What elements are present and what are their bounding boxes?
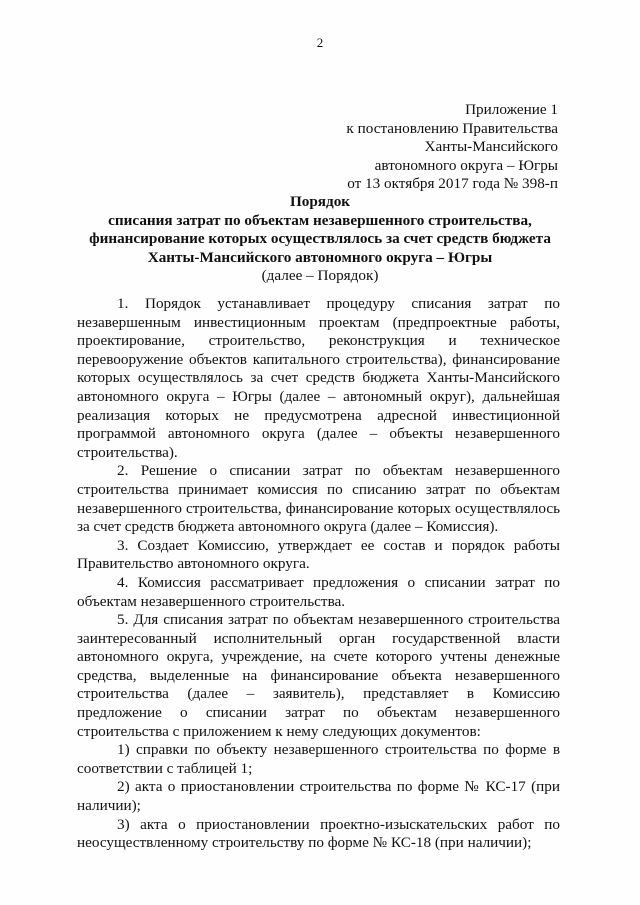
paragraph-5: 5. Для списания затрат по объектам незавершенного строительства заинтересованный исполнительный орган государственной власти автономного округа, учреждение, на счете которого учтены денежные средства, выделенные на финансирование объекта незавершенного строительства (далее – заявитель), представляет в Комиссию предложение о списании затрат по объектам незавершенного строительства с приложением к нему следующих документов:: [77, 611, 560, 740]
title-note: (далее – Порядок): [261, 267, 379, 285]
title-line: списания затрат по объектам незавершенного строительства,: [108, 211, 532, 229]
list-item-1: 1) справки по объекту незавершенного строительства по форме в соответствии с таблицей 1;: [77, 741, 560, 777]
list-item-3: 3) акта о приостановлении проектно-изыскательских работ по неосуществленному строительству по форме № КС-18 (при наличии);: [77, 815, 560, 852]
appendix-line: от 13 октября 2017 года № 398-п: [347, 175, 558, 193]
title-heading: Порядок: [289, 193, 351, 210]
title-line: финансирование которых осуществлялось за счет средств бюджета: [89, 230, 551, 248]
appendix-line: автономного округа – Югры: [374, 156, 558, 174]
document-title: [60, 193, 580, 286]
paragraph-1: 1. Порядок устанавливает процедуру списания затрат по незавершенным инвестиционным проектам (предпроектные работы, проектирование, строительство, реконструкция и техническое перевооружение объектов капитального строительства), финансирование которых осуществлялось за счет средств бюджета Ханты-Мансийского автономного округа – Югры (далее – автономный округ), дальнейшая реализация которых не предусмотрена адресной инвестиционной программой автономного округа (далее – объекты незавершенного строительства).: [77, 295, 560, 461]
appendix-line: Приложение 1: [465, 101, 558, 118]
appendix-line: к постановлению Правительства: [346, 119, 558, 137]
title-line: Ханты-Мансийского автономного округа – Югры: [147, 248, 493, 266]
page-number: 2: [316, 35, 324, 50]
paragraph-4: 4. Комиссия рассматривает предложения о списании затрат по объектам незавершенного строительства.: [77, 573, 560, 610]
appendix-reference: [258, 101, 558, 194]
list-item-2: 2) акта о приостановлении строительства по форме № КС-17 (при наличии);: [77, 778, 560, 815]
document-body: [77, 295, 560, 853]
paragraph-3: 3. Создает Комиссию, утверждает ее состав и порядок работы Правительство автономного округа.: [77, 536, 560, 573]
paragraph-2: 2. Решение о списании затрат по объектам незавершенного строительства принимает комиссия по списанию затрат по объектам незавершенного строительства, финансирование которых осуществлялось за счет средств бюджета автономного округа (далее – Комиссия).: [77, 462, 560, 536]
appendix-line: Ханты-Мансийского: [424, 138, 558, 156]
